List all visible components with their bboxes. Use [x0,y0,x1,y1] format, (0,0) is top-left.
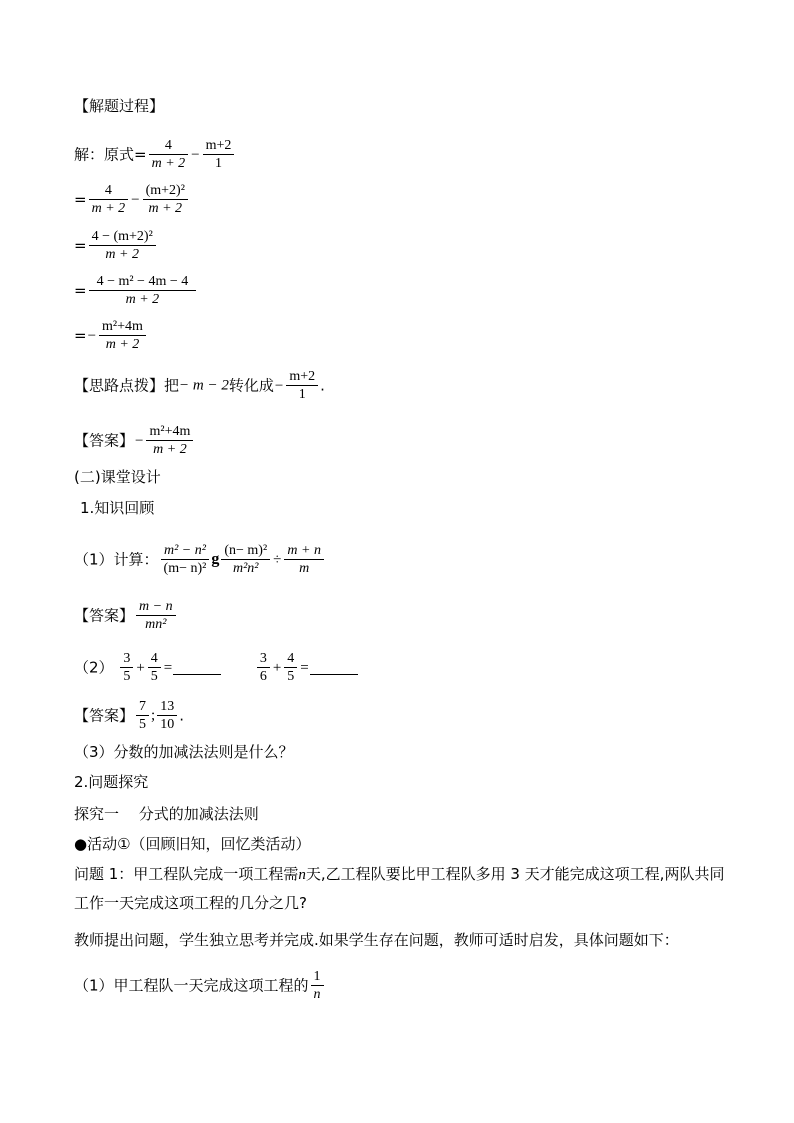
fraction [286,368,318,403]
denominator: m + 2 [105,247,139,262]
denominator: 1 [215,156,222,171]
problem-exploration-title: 2.问题探究 [74,773,149,791]
fraction [146,423,193,458]
fraction [221,542,270,577]
denominator: m [299,561,310,576]
question-2-label: （2） [74,658,114,677]
answer-blank[interactable] [173,660,221,675]
numerator: m+2 [203,137,235,155]
hint-line [74,368,325,403]
denominator: 6 [259,669,267,684]
numerator: 1 [311,968,324,986]
denominator: (m− n)² [163,561,207,576]
equals-sign: = [300,659,309,676]
period: . [320,376,325,395]
divide-sign: ÷ [273,551,282,568]
answer-label: 【答案】 [74,706,135,725]
minus-sign: − [274,377,284,394]
numerator: m² − n² [161,542,210,560]
denominator: mn² [145,617,167,632]
sub-question-1 [74,968,326,1003]
fraction [203,137,235,172]
hint-text-2: 转化成 [228,376,274,395]
numerator: 7 [136,698,149,716]
answer-line-1 [74,423,195,458]
fraction [136,698,149,733]
answer-label: 【答案】 [74,606,135,625]
sub-question-1-text: （1）甲工程队一天完成这项工程的 [74,976,309,995]
denominator: m + 2 [153,442,187,457]
problem-1-prefix: 问题 1：甲工程队完成一项工程需 [74,865,299,883]
numerator: 4 − m² − 4m − 4 [89,273,197,291]
numerator: 4 − (m+2)² [89,228,156,246]
minus-sign: − [87,327,97,344]
fraction [148,650,161,685]
denominator: m + 2 [91,201,126,216]
denominator: 5 [123,669,131,684]
fraction [143,182,188,217]
fraction [136,598,176,633]
numerator: 4 [284,650,297,668]
equals-sign: = [163,659,173,676]
numerator: 4 [89,182,129,200]
hint-expression: − m − 2 [179,377,229,394]
numerator: (n− m)² [221,542,270,560]
equals-sign: = [74,281,87,300]
fraction [120,650,133,685]
solution-line-1 [74,137,236,172]
minus-sign: − [131,191,140,208]
plus-sign: + [272,659,282,676]
fraction [157,698,177,733]
numerator: 4 [149,137,189,155]
teacher-note: 教师提出问题，学生独立思考并完成.如果学生存在问题，教师可适时启发，具体问题如下： [74,931,679,949]
exploration-one-title: 探究一 分式的加减法法则 [74,805,259,823]
solution-line-4 [74,273,198,308]
equals-sign: = [74,326,87,345]
numerator: (m+2)² [143,182,188,200]
numerator: 13 [157,698,177,716]
question-1-line [74,542,326,577]
numerator: m+2 [286,368,318,386]
fraction [284,650,297,685]
numerator: 4 [148,650,161,668]
denominator: m + 2 [105,337,140,352]
question-1-label: （1）计算： [74,550,159,569]
operator-g: g [211,550,220,568]
answer-line-2 [74,598,178,633]
numerator: 3 [257,650,270,668]
fraction [257,650,270,685]
solution-line-3 [74,228,158,263]
hint-text-1: 把 [164,376,180,395]
equals-sign: = [74,236,87,255]
activity-one: ●活动①（回顾旧知，回忆类活动） [74,835,311,853]
problem-1-suffix: 天,乙工程队要比甲工程队多用 3 天才能完成这项工程,两队共同工作一天完成这项工程的几分之几? [74,865,725,912]
answer-label: 【答案】 [74,431,135,450]
variable-n: n [298,867,306,883]
denominator: m + 2 [148,201,183,216]
numerator: m²+4m [146,423,193,441]
denominator: 10 [160,717,175,732]
denominator: 1 [298,387,306,402]
numerator: 3 [120,650,133,668]
hint-label: 【思路点拨】 [74,376,165,395]
denominator: 5 [287,669,295,684]
answer-line-3 [74,698,184,733]
fraction [311,968,324,1003]
question-2-line [74,650,358,685]
denominator: n [313,987,321,1002]
numerator: m²+4m [99,318,146,336]
period: . [179,706,184,725]
plus-sign: + [136,659,145,676]
solution-line-5 [74,318,148,353]
knowledge-review-title: 1.知识回顾 [80,499,155,517]
denominator: 5 [139,717,147,732]
denominator: m²n² [233,561,259,576]
answer-blank[interactable] [310,660,358,675]
denominator: m + 2 [125,292,160,307]
denominator: m + 2 [151,156,186,171]
heading-solution-process: 【解题过程】 [74,97,165,115]
equals-sign: = [74,190,87,209]
section-classroom-design: (二)课堂设计 [74,468,161,486]
denominator: 5 [150,669,158,684]
numerator: m − n [136,598,176,616]
solution-line-2 [74,182,190,217]
problem-1 [74,860,734,917]
fraction [99,318,146,353]
fraction [89,228,156,263]
numerator: m + n [284,542,324,560]
question-3: （3）分数的加减法法则是什么？ [74,743,294,761]
fraction [89,182,129,217]
fraction [89,273,197,308]
solution-prefix: 解：原式= [74,145,147,164]
minus-sign: − [135,432,144,449]
minus-sign: − [191,146,200,163]
fraction [149,137,189,172]
fraction [161,542,210,577]
fraction [284,542,324,577]
separator: ; [151,707,156,724]
